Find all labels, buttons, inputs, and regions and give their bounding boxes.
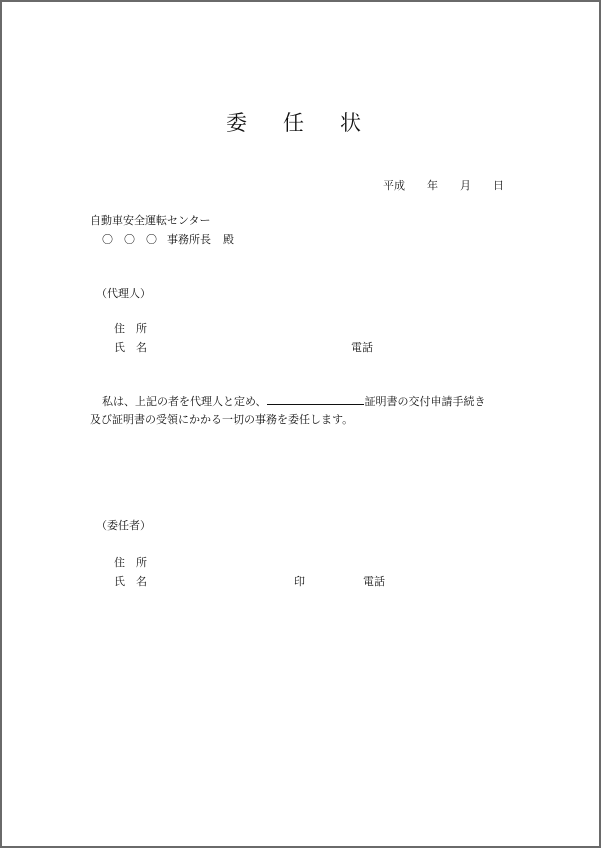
document-title — [226, 113, 361, 134]
addressee-office: 事務所長 — [167, 233, 211, 246]
agent-heading: （代理人） — [96, 287, 151, 300]
title-char-2: 任 — [283, 111, 304, 135]
certificate-blank — [267, 394, 364, 405]
principal-name-label: 氏 名 — [114, 575, 147, 588]
addressee-line — [102, 234, 234, 245]
statement-line-1 — [102, 394, 486, 407]
addressee-circles: 〇 〇 〇 — [102, 233, 157, 246]
date-line — [383, 180, 504, 191]
title-char-1: 委 — [226, 111, 247, 135]
date-day: 日 — [493, 179, 504, 192]
statement-part-2: 証明書の交付申請手続き — [364, 395, 486, 408]
statement-part-1: 私は、上記の者を代理人と定め、 — [102, 395, 267, 408]
statement-line-2: 及び証明書の受領にかかる一切の事務を委任します。 — [90, 413, 354, 426]
title-char-3: 状 — [340, 111, 361, 135]
principal-phone-label: 電話 — [363, 575, 385, 588]
agent-phone-label: 電話 — [351, 341, 373, 354]
principal-address-label: 住 所 — [114, 556, 147, 569]
date-era: 平成 — [383, 179, 405, 192]
principal-heading: （委任者） — [96, 519, 151, 532]
addressee-org: 自動車安全運転センター — [90, 214, 211, 227]
date-month: 月 — [460, 179, 471, 192]
date-year: 年 — [427, 179, 438, 192]
addressee-honorific: 殿 — [223, 233, 234, 246]
principal-seal-label: 印 — [294, 575, 305, 588]
agent-address-label: 住 所 — [114, 322, 147, 335]
agent-name-label: 氏 名 — [114, 341, 147, 354]
